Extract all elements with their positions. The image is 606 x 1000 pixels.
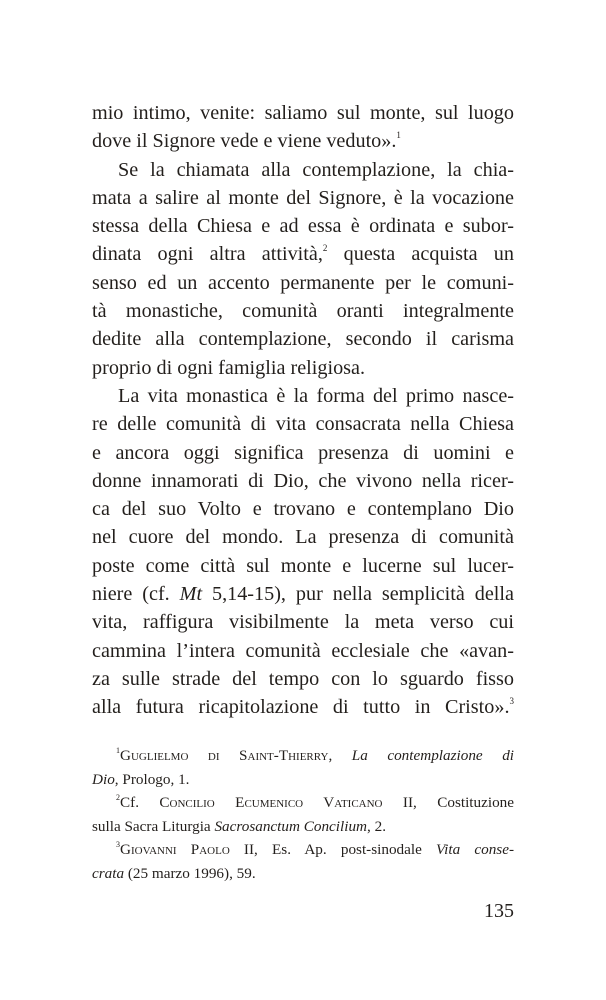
footnotes bbox=[92, 744, 514, 886]
text-line bbox=[92, 580, 514, 608]
text-line bbox=[92, 523, 514, 551]
footnote-line bbox=[92, 815, 514, 839]
text-line bbox=[92, 354, 514, 382]
footnote-line bbox=[92, 744, 514, 768]
text-line bbox=[92, 240, 514, 268]
footnote-ref: 2 bbox=[322, 243, 328, 254]
text-line bbox=[92, 184, 514, 212]
text-line bbox=[92, 297, 514, 325]
text-segment: Cf. bbox=[120, 794, 160, 812]
body-text bbox=[92, 99, 514, 722]
italic-text: Dio bbox=[92, 770, 115, 788]
footnote-ref: 3 bbox=[509, 696, 514, 707]
text-line bbox=[92, 608, 514, 636]
footnote-line bbox=[92, 862, 514, 886]
text-segment: za sulle strade del tempo con lo sguardo fisso bbox=[92, 667, 514, 690]
text-line bbox=[92, 665, 514, 693]
text-segment: stessa della Chiesa e ad essa è ordinata e subor- bbox=[92, 215, 514, 238]
text-segment: Guglielmo di Saint-Thierry bbox=[120, 747, 329, 764]
text-line bbox=[92, 439, 514, 467]
text-segment: 5,14-15), pur nella semplicità della bbox=[202, 583, 514, 606]
text-segment: II, Costituzione bbox=[382, 794, 515, 812]
text-line bbox=[92, 637, 514, 665]
text-segment: niere (cf. bbox=[92, 583, 180, 606]
text-segment: tà monastiche, comunità oranti integralmente bbox=[92, 300, 514, 323]
text-segment: dedite alla contemplazione, secondo il carisma bbox=[92, 328, 514, 351]
italic-text: crata bbox=[92, 864, 125, 882]
text-segment: mata a salire al monte del Signore, è la vocazione bbox=[92, 186, 514, 209]
text-segment: dinata ogni altra attività, bbox=[92, 243, 323, 266]
text-segment: re delle comunità di vita consacrata nella Chiesa bbox=[92, 413, 514, 436]
footnote-ref: 1 bbox=[396, 130, 401, 141]
text-segment: , bbox=[328, 747, 352, 764]
text-line bbox=[92, 467, 514, 495]
text-line bbox=[92, 495, 514, 523]
text-line bbox=[92, 127, 514, 155]
italic-text: Mt bbox=[179, 583, 203, 606]
text-segment: ca del suo Volto e trovano e contemplano Dio bbox=[92, 498, 514, 521]
text-segment: questa acquista un bbox=[327, 243, 514, 266]
text-segment: Concilio Ecumenico Vaticano bbox=[159, 794, 383, 812]
text-line bbox=[92, 382, 514, 410]
text-segment: , Prologo, 1. bbox=[114, 770, 190, 788]
text-segment: dove il Signore vede e viene veduto». bbox=[92, 130, 397, 153]
text-segment: donne innamorati di Dio, che vivono nella ricer- bbox=[92, 469, 514, 492]
footnote-ref: 3 bbox=[116, 840, 120, 850]
footnote-line bbox=[92, 791, 514, 815]
italic-text: Sacrosanctum Concilium bbox=[214, 817, 368, 835]
text-line bbox=[92, 552, 514, 580]
text-segment: e ancora oggi significa presenza di uomini e bbox=[92, 441, 514, 464]
text-line bbox=[92, 693, 514, 721]
text-segment: senso ed un accento permanente per le comuni- bbox=[92, 271, 514, 294]
text-segment: La vita monastica è la forma del primo nasce- bbox=[118, 384, 514, 407]
footnote-line bbox=[92, 838, 514, 862]
italic-text: Vita conse- bbox=[436, 841, 515, 859]
text-line bbox=[92, 325, 514, 353]
text-segment: poste come città sul monte e lucerne sul lucer- bbox=[92, 554, 514, 577]
text-segment: vita, raffigura visibilmente la meta verso cui bbox=[92, 611, 514, 634]
page-number: 135 bbox=[484, 900, 514, 922]
text-segment: mio intimo, venite: saliamo sul monte, sul luogo bbox=[92, 102, 514, 124]
text-line bbox=[92, 99, 514, 127]
text-segment: sulla Sacra Liturgia bbox=[92, 817, 215, 835]
text-segment: II, Es. Ap. post-sinodale bbox=[229, 841, 437, 859]
text-line bbox=[92, 212, 514, 240]
text-segment: cammina l’intera comunità ecclesiale che «avan- bbox=[92, 639, 514, 662]
text-line bbox=[92, 156, 514, 184]
footnote-ref: 2 bbox=[116, 793, 120, 803]
text-segment: proprio di ogni famiglia religiosa. bbox=[92, 356, 366, 379]
text-segment: alla futura ricapitolazione di tutto in Cristo». bbox=[92, 696, 510, 719]
text-segment: , 2. bbox=[367, 817, 387, 835]
text-segment: Se la chiamata alla contemplazione, la chia- bbox=[118, 158, 514, 181]
text-line bbox=[92, 269, 514, 297]
text-line bbox=[92, 410, 514, 438]
text-segment: nel cuore del mondo. La presenza di comunità bbox=[92, 526, 514, 549]
text-segment: (25 marzo 1996), 59. bbox=[124, 864, 256, 882]
footnote-line bbox=[92, 768, 514, 792]
italic-text: La contemplazione di bbox=[351, 747, 515, 764]
footnote-ref: 1 bbox=[116, 746, 120, 755]
text-segment: Giovanni Paolo bbox=[120, 841, 230, 859]
